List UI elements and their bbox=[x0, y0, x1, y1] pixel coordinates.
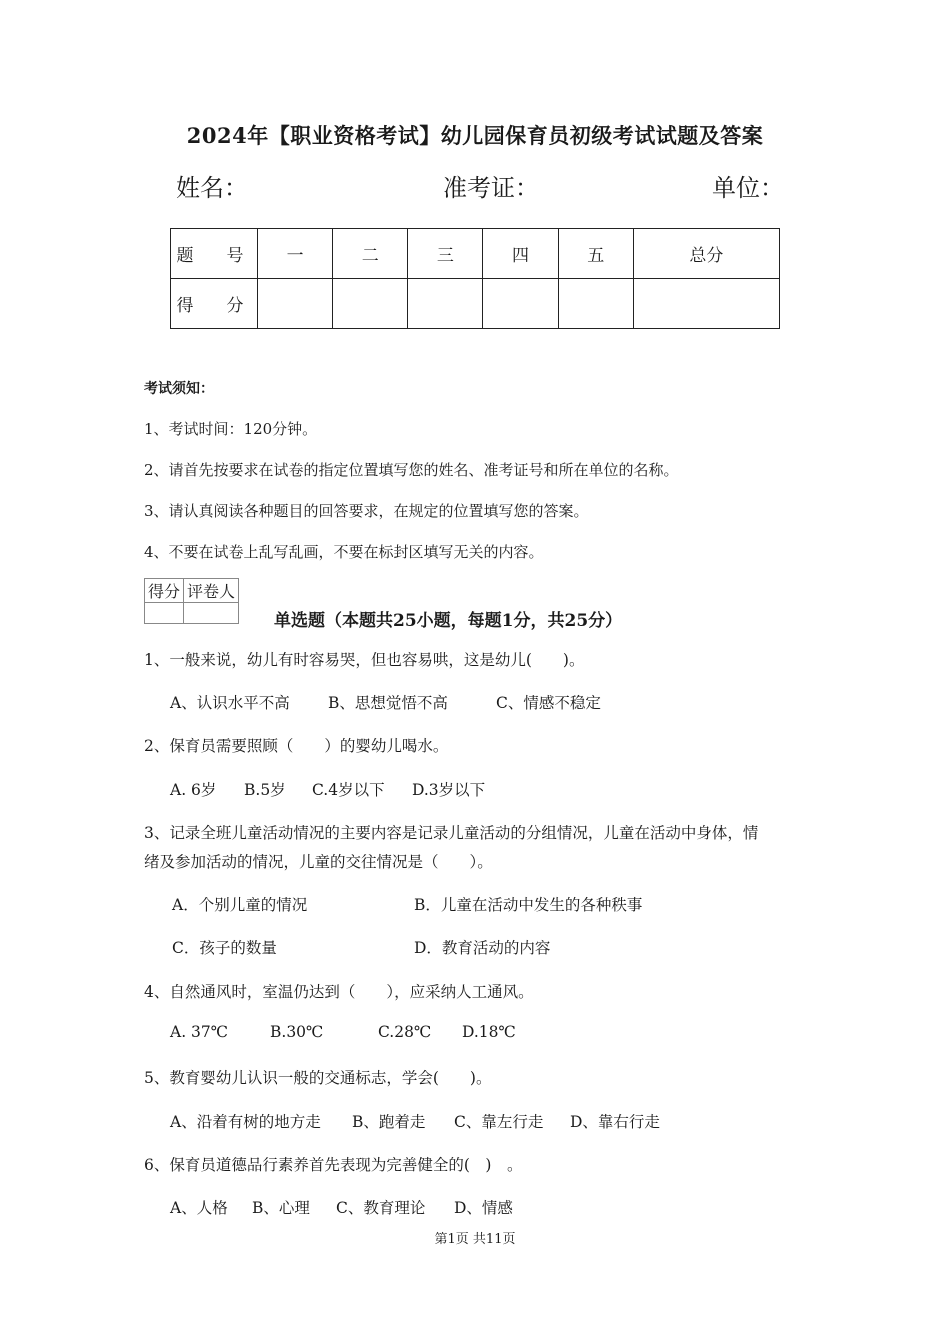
question-option: A．个别儿童的情况 bbox=[172, 896, 308, 914]
question-text-continued: 绪及参加活动的情况，儿童的交往情况是（ ）。 bbox=[144, 853, 493, 871]
question-option: B、心理 bbox=[252, 1199, 310, 1217]
question-option: A. 6岁 bbox=[170, 781, 217, 799]
question-text: 5、教育婴幼儿认识一般的交通标志，学会( )。 bbox=[144, 1069, 492, 1087]
page-number: 第1页 共11页 bbox=[434, 1232, 516, 1247]
question-text: 3、记录全班儿童活动情况的主要内容是记录儿童活动的分组情况，儿童在活动中身体，情 bbox=[144, 824, 759, 842]
score-table-cell: 题 号 bbox=[171, 229, 258, 279]
question-text: 6、保育员道德品行素养首先表现为完善健全的( ) 。 bbox=[144, 1156, 523, 1174]
question-option: B、跑着走 bbox=[352, 1113, 426, 1131]
question-option: D、情感 bbox=[454, 1199, 513, 1217]
score-table-cell bbox=[408, 279, 483, 329]
unit-field-label: 单位： bbox=[712, 174, 784, 202]
question-option: C.28℃ bbox=[378, 1023, 432, 1041]
question-option: C．孩子的数量 bbox=[172, 939, 277, 957]
question-text: 2、保育员需要照顾（ ）的婴幼儿喝水。 bbox=[144, 737, 449, 755]
notice-rule: 3、请认真阅读各种题目的回答要求，在规定的位置填写您的答案。 bbox=[144, 502, 589, 520]
grader-name-label: 评卷人 bbox=[184, 579, 239, 603]
question-option: D．教育活动的内容 bbox=[414, 939, 551, 957]
question-option: D.18℃ bbox=[462, 1023, 516, 1041]
question-option: C、情感不稳定 bbox=[496, 694, 601, 712]
question-option: D.3岁以下 bbox=[412, 781, 486, 799]
score-table-cell bbox=[333, 279, 408, 329]
name-field-label: 姓名： bbox=[176, 174, 248, 202]
score-table-cell: 五 bbox=[558, 229, 633, 279]
question-text: 4、自然通风时，室温仍达到（ ），应采纳人工通风。 bbox=[144, 983, 534, 1001]
score-table-header-row bbox=[171, 229, 780, 279]
question-option: C、教育理论 bbox=[336, 1199, 426, 1217]
score-table-cell: 一 bbox=[258, 229, 333, 279]
notice-rule: 4、不要在试卷上乱写乱画，不要在标封区填写无关的内容。 bbox=[144, 543, 544, 561]
score-table-cell bbox=[633, 279, 779, 329]
grader-box bbox=[144, 578, 239, 624]
exam-number-field-label: 准考证： bbox=[443, 174, 539, 202]
score-table-cell: 四 bbox=[483, 229, 558, 279]
score-table-cell: 二 bbox=[333, 229, 408, 279]
question-text: 1、一般来说，幼儿有时容易哭，但也容易哄，这是幼儿( )。 bbox=[144, 651, 585, 669]
score-table bbox=[170, 228, 780, 329]
score-table-cell bbox=[483, 279, 558, 329]
notice-rule: 1、考试时间：120分钟。 bbox=[144, 420, 318, 438]
question-option: B．儿童在活动中发生的各种秩事 bbox=[414, 896, 643, 914]
section-title: 单选题（本题共25小题，每题1分，共25分） bbox=[274, 611, 623, 631]
question-option: C、靠左行走 bbox=[454, 1113, 544, 1131]
question-option: A. 37℃ bbox=[170, 1023, 229, 1041]
question-option: B.5岁 bbox=[244, 781, 286, 799]
score-table-score-row bbox=[171, 279, 780, 329]
question-option: D、靠右行走 bbox=[570, 1113, 660, 1131]
question-option: C.4岁以下 bbox=[312, 781, 385, 799]
grader-name-cell bbox=[184, 603, 239, 624]
notice-rule: 2、请首先按要求在试卷的指定位置填写您的姓名、准考证号和所在单位的名称。 bbox=[144, 461, 679, 479]
score-table-cell bbox=[558, 279, 633, 329]
question-option: A、沿着有树的地方走 bbox=[170, 1113, 321, 1131]
grader-score-cell bbox=[145, 603, 184, 624]
grader-score-label: 得分 bbox=[145, 579, 184, 603]
question-option: B、思想觉悟不高 bbox=[328, 694, 448, 712]
score-table-cell: 得 分 bbox=[171, 279, 258, 329]
question-option: A、认识水平不高 bbox=[170, 694, 290, 712]
question-option: B.30℃ bbox=[270, 1023, 324, 1041]
document-title: 2024年【职业资格考试】幼儿园保育员初级考试试题及答案 bbox=[186, 123, 764, 148]
question-option: A、人格 bbox=[170, 1199, 228, 1217]
score-table-cell: 总分 bbox=[633, 229, 779, 279]
notice-title: 考试须知： bbox=[144, 381, 214, 397]
score-table-cell bbox=[258, 279, 333, 329]
score-table-cell: 三 bbox=[408, 229, 483, 279]
